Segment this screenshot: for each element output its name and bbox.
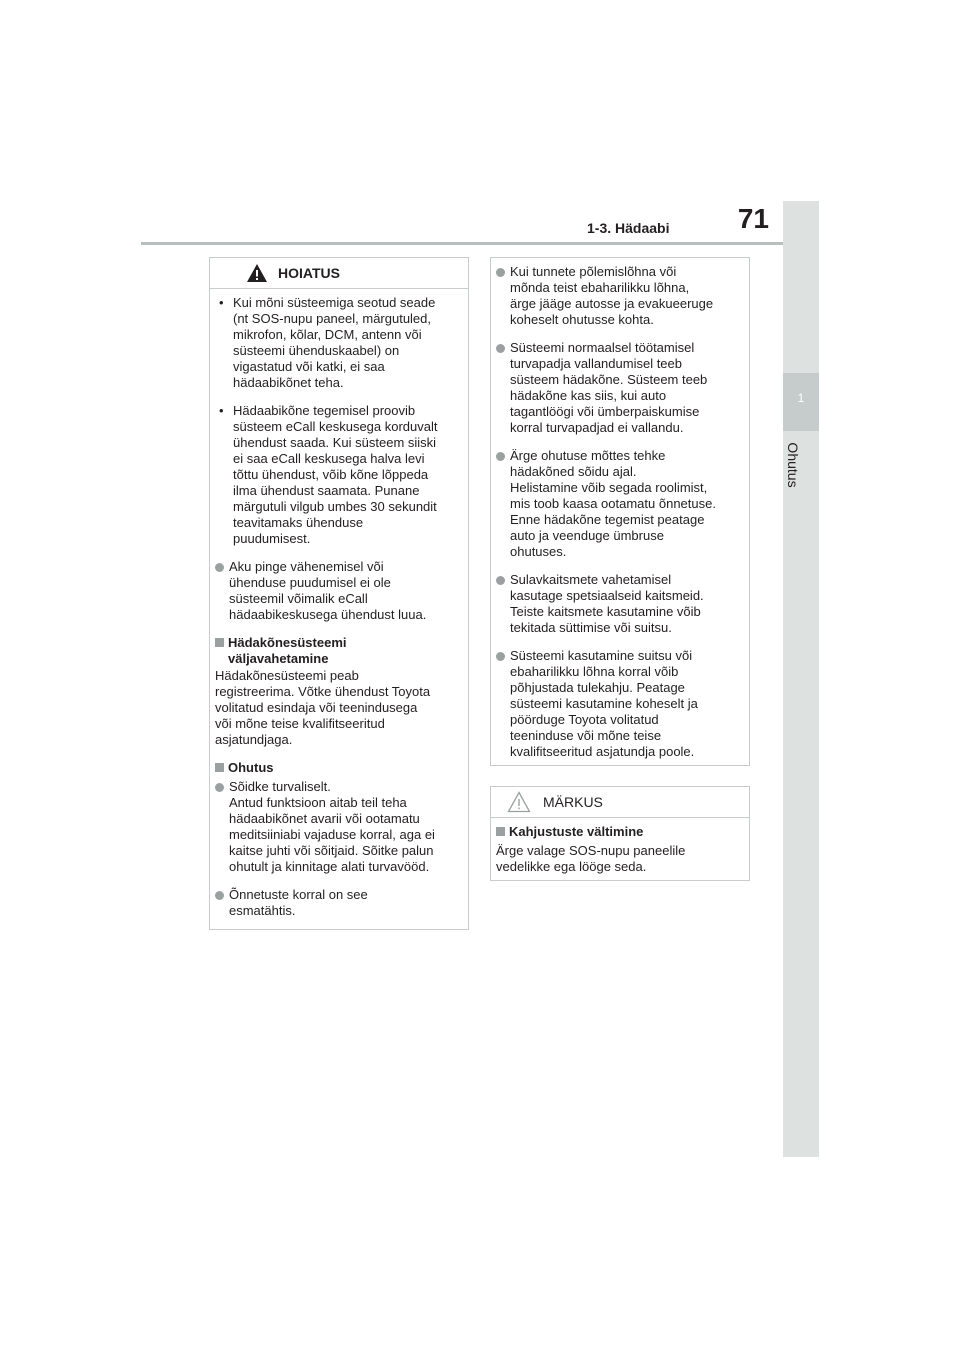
warning-dash-item [215, 403, 462, 547]
notice-box-header [491, 787, 749, 818]
warning-triangle-outline-icon [507, 791, 531, 818]
continued-dot-text: Süsteemi normaalsel töötamisel turvapadja vallandumisel teeb süsteem hädakõne. Süsteem teeb hädakõne kas siis, kui auto tagantlöögi või ümberpaiskumise korral turvapadjad ei vallandu. [510, 340, 708, 435]
header-rule [141, 242, 783, 245]
continued-dot-text: Kui tunnete põlemislõhna või mõnda teist ebaharilikku lõhna, ärge jääge autosse ja evakueeruge koheselt ohutusse kohta. [510, 264, 714, 327]
circle-bullet-icon [215, 783, 224, 792]
subheading-text: Hädakõnesüsteemi väljavahetamine [228, 635, 347, 666]
continued-dot-text: Süsteemi kasutamine suitsu või ebaharilikku lõhna korral võib põhjustada tulekahju. Peatage süsteemi kasutamine koheselt ja pöörduge Toyota volitatud teeninduse või mõne teise kvalifitseeritud asjatundja poole. [510, 648, 698, 759]
continued-dot-item [496, 448, 743, 560]
safety-dot-text: Õnnetuste korral on see esmatähtis. [229, 887, 368, 918]
warning-box-continued [490, 257, 750, 766]
square-bullet-icon [496, 827, 505, 836]
chapter-marker[interactable] [783, 373, 819, 431]
circle-bullet-icon [496, 268, 505, 277]
safety-dot-item [215, 887, 462, 919]
paragraph-replacement: Hädakõnesüsteemi peab registreerima. Võtke ühendust Toyota volitatud esindaja või teenindusega või mõne teise kvalifitseeritud asjatundjaga. [215, 668, 431, 747]
continued-dot-item [496, 340, 743, 436]
notice-box-title: MÄRKUS [543, 794, 603, 810]
circle-bullet-icon [496, 452, 505, 461]
circle-bullet-icon [496, 576, 505, 585]
bullet-mark: • [219, 403, 224, 418]
notice-box [490, 786, 750, 881]
notice-subheading [496, 824, 743, 840]
continued-dot-text: Ärge ohutuse mõttes tehke hädakõned sõidu ajal. Helistamine võib segada roolimist, mis toob kaasa ootamatu õnnetuse. Enne hädakõne tegemist peatage auto ja veenduge ümbruse ohutuses. [510, 448, 716, 559]
continued-dot-item [496, 264, 743, 328]
square-bullet-icon [215, 638, 224, 647]
subheading-replacement [215, 635, 462, 667]
side-tab [783, 201, 819, 1157]
warning-box-header [210, 258, 468, 289]
continued-dot-text: Sulavkaitsmete vahetamisel kasutage spetsiaalseid kaitsmeid. Teiste kaitsmete kasutamine võib tekitada süttimise või suitsu. [510, 572, 704, 635]
subheading-text: Kahjustuste vältimine [509, 824, 644, 839]
chapter-number: 1 [797, 391, 805, 405]
subheading-text: Ohutus [228, 760, 274, 775]
square-bullet-icon [215, 763, 224, 772]
warning-box [209, 257, 469, 930]
safety-dot-item [215, 779, 462, 875]
warning-dash-text: Kui mõni süsteemiga seotud seade (nt SOS-nupu paneel, märgutuled, mikrofon, kõlar, DCM, antenn või süsteemi ühenduskaabel) on vigastatud või katki, ei saa hädaabikõnet teha. [233, 295, 436, 390]
notice-paragraph: Ärge valage SOS-nupu paneelile vedelikke ega lööge seda. [496, 843, 686, 874]
continued-dot-item [496, 572, 743, 636]
safety-dot-text: Sõidke turvaliselt. Antud funktsioon aitab teil teha hädaabikõnet avarii või ootamatu meditsiiniabi vajaduse korral, aga ei kaitse juhti või sõitjaid. Sõitke palun ohutult ja kinnitage alati turvavööd. [229, 779, 435, 874]
circle-bullet-icon [215, 891, 224, 900]
circle-bullet-icon [215, 563, 224, 572]
warning-dash-item [215, 295, 462, 391]
circle-bullet-icon [496, 652, 505, 661]
warning-dot-text: Aku pinge vähenemisel või ühenduse puudumisel ei ole süsteemil võimalik eCall hädaabikeskusega ühendust luua. [229, 559, 427, 622]
warning-dot-item [215, 559, 462, 623]
continued-dot-item [496, 648, 743, 760]
warning-dash-text: Hädaabikõne tegemisel proovib süsteem eCall keskusega korduvalt ühendust saada. Kui süsteem siiski ei saa eCall keskusega halva levi tõttu ühendust, võib kõne lõppeda ilma ühendust saamata. Punane märgutuli vilgub umbes 30 sekundit teavitamaks ühenduse puudumisest. [233, 403, 438, 546]
warning-triangle-filled-icon [246, 263, 268, 288]
warning-box-title: HOIATUS [278, 265, 340, 281]
section-title: 1-3. Hädaabi [587, 220, 670, 236]
subheading-safety [215, 760, 462, 776]
chapter-label: Ohutus [785, 442, 801, 488]
circle-bullet-icon [496, 344, 505, 353]
page-number: 71 [737, 203, 769, 234]
bullet-mark: • [219, 295, 224, 310]
